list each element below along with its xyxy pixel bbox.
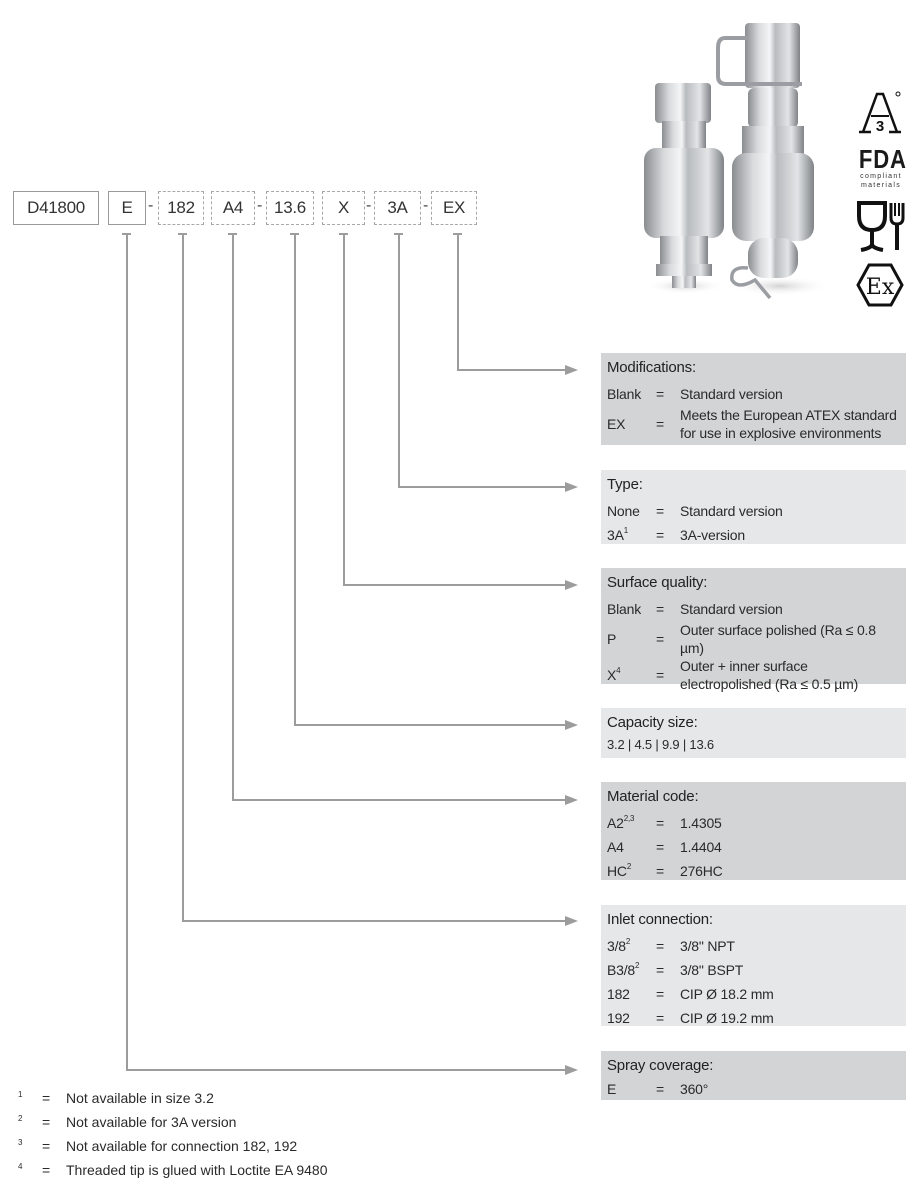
connector-horizontal	[232, 799, 565, 801]
fda-icon	[855, 146, 907, 190]
product-image-tank-cleaning-nozzles	[630, 18, 850, 303]
atex-ex-icon	[855, 262, 905, 308]
option-box-spray-coverage	[601, 1051, 906, 1100]
option-key: $3/8^2$	[607, 937, 631, 954]
option-key: A4	[607, 839, 624, 855]
option-eq: =	[656, 601, 664, 617]
option-row	[607, 1080, 900, 1098]
option-value: 360°	[680, 1081, 709, 1097]
code-segment-material-code: A4	[211, 191, 255, 225]
footnote: 2 = Not available for 3A version	[18, 1113, 237, 1130]
code-segment-base: D41800	[13, 191, 99, 225]
3a-sanitary-icon	[855, 88, 905, 136]
connector-horizontal	[294, 724, 565, 726]
option-eq: =	[656, 667, 664, 683]
capacity-values: 3.2 | 4.5 | 9.9 | 13.6	[607, 737, 714, 752]
option-value: Meets the European ATEX standard for use in explosive environments	[680, 407, 897, 441]
option-eq: =	[656, 1010, 664, 1026]
option-key: Blank	[607, 386, 642, 402]
option-key: $X^4$	[607, 666, 621, 683]
option-row	[607, 811, 900, 835]
connector-vertical	[398, 233, 400, 487]
option-key: 192	[607, 1010, 630, 1026]
option-title: Inlet connection:	[607, 911, 713, 928]
option-eq: =	[656, 631, 664, 647]
option-eq: =	[656, 962, 664, 978]
connector-vertical	[343, 233, 345, 585]
option-row	[607, 523, 900, 547]
option-value: 3A-version	[680, 527, 745, 543]
option-value: CIP Ø 18.2 mm	[680, 986, 774, 1002]
connector-horizontal	[343, 584, 565, 586]
option-eq: =	[656, 839, 664, 855]
option-value: Standard version	[680, 386, 783, 402]
option-box-material-code	[601, 782, 906, 880]
connector-vertical	[126, 233, 128, 1070]
option-row	[607, 499, 900, 523]
code-segment-modifications: EX	[431, 191, 477, 225]
option-value: 276HC	[680, 863, 723, 879]
option-value: Standard version	[680, 601, 783, 617]
option-key: P	[607, 631, 617, 647]
option-title: Type:	[607, 476, 643, 493]
option-row	[607, 958, 900, 982]
option-eq: =	[656, 416, 664, 432]
code-segment-inlet-connection: 182	[158, 191, 204, 225]
option-value: 3/8" BSPT	[680, 962, 744, 978]
option-value: 1.4404	[680, 839, 722, 855]
arrow-icon	[565, 580, 578, 590]
option-value: Outer surface polished (Ra ≤ 0.8 µm)	[680, 622, 876, 656]
option-key: A2$^{2,3}$	[607, 814, 635, 831]
code-separator: -	[257, 197, 263, 214]
fda-sub-label: materials	[860, 182, 902, 189]
fda-label: FDA	[858, 144, 907, 174]
option-title: Modifications:	[607, 359, 696, 376]
option-eq: =	[656, 863, 664, 879]
arrow-icon	[565, 1065, 578, 1075]
option-box-inlet-connection	[601, 905, 906, 1026]
option-title: Capacity size:	[607, 714, 698, 731]
option-row	[607, 835, 900, 859]
svg-text:Ex: Ex	[865, 275, 895, 300]
arrow-icon	[565, 916, 578, 926]
option-row	[607, 859, 900, 883]
option-row	[607, 382, 900, 406]
connector-vertical	[182, 233, 184, 921]
code-segment-type: 3A	[374, 191, 421, 225]
footnotes	[14, 1086, 328, 1182]
option-eq: =	[656, 986, 664, 1002]
option-row	[607, 982, 900, 1006]
option-key: E	[607, 1081, 617, 1097]
arrow-icon	[565, 795, 578, 805]
connector-vertical	[457, 233, 459, 370]
option-key: EX	[607, 416, 626, 432]
option-eq: =	[656, 527, 664, 543]
option-box-type	[601, 470, 906, 544]
code-separator: -	[423, 197, 429, 214]
food-safe-icon	[855, 200, 907, 252]
fda-sub-label: compliant	[860, 173, 902, 180]
option-row	[607, 621, 900, 657]
code-segment-surface-quality: X	[322, 191, 365, 225]
connector-vertical	[294, 233, 296, 725]
option-key: 182	[607, 986, 630, 1002]
svg-text:3: 3	[875, 118, 885, 135]
option-eq: =	[656, 503, 664, 519]
option-key: $HC^2$	[607, 862, 632, 879]
code-separator: -	[148, 197, 154, 214]
option-key: $B3/8^2$	[607, 961, 640, 978]
footnote: 4 = Threaded tip is glued with Loctite EA 9480	[18, 1161, 328, 1178]
arrow-icon	[565, 720, 578, 730]
connector-horizontal	[457, 369, 565, 371]
option-eq: =	[656, 1081, 664, 1097]
option-value: Outer + inner surface electropolished (Ra ≤ 0.5 µm)	[680, 658, 859, 692]
option-box-modifications	[601, 353, 906, 445]
option-row	[607, 1006, 900, 1030]
option-title: Spray coverage:	[607, 1057, 714, 1074]
connector-horizontal	[398, 486, 565, 488]
option-row	[607, 934, 900, 958]
footnote: 3 = Not available for connection 182, 192	[18, 1137, 298, 1154]
option-eq: =	[656, 386, 664, 402]
option-eq: =	[656, 815, 664, 831]
option-title: Material code:	[607, 788, 699, 805]
connector-horizontal	[182, 920, 565, 922]
option-value: CIP Ø 19.2 mm	[680, 1010, 774, 1026]
option-row	[607, 406, 900, 442]
code-segment-capacity-size: 13.6	[266, 191, 314, 225]
code-segment-spray-coverage: E	[108, 191, 146, 225]
option-key: $3A^1$	[607, 526, 628, 543]
option-key: None	[607, 503, 640, 519]
option-row	[607, 597, 900, 621]
option-value: Standard version	[680, 503, 783, 519]
option-value: 3/8" NPT	[680, 938, 735, 954]
option-title: Surface quality:	[607, 574, 708, 591]
arrow-icon	[565, 365, 578, 375]
option-box-capacity-size	[601, 708, 906, 758]
option-value: 1.4305	[680, 815, 722, 831]
footnote: 1 = Not available in size 3.2	[18, 1089, 214, 1106]
arrow-icon	[565, 482, 578, 492]
option-key: Blank	[607, 601, 642, 617]
option-box-surface-quality	[601, 568, 906, 692]
connector-horizontal	[126, 1069, 565, 1071]
connector-vertical	[232, 233, 234, 800]
option-eq: =	[656, 938, 664, 954]
code-separator: -	[366, 197, 372, 214]
option-row	[607, 657, 900, 693]
